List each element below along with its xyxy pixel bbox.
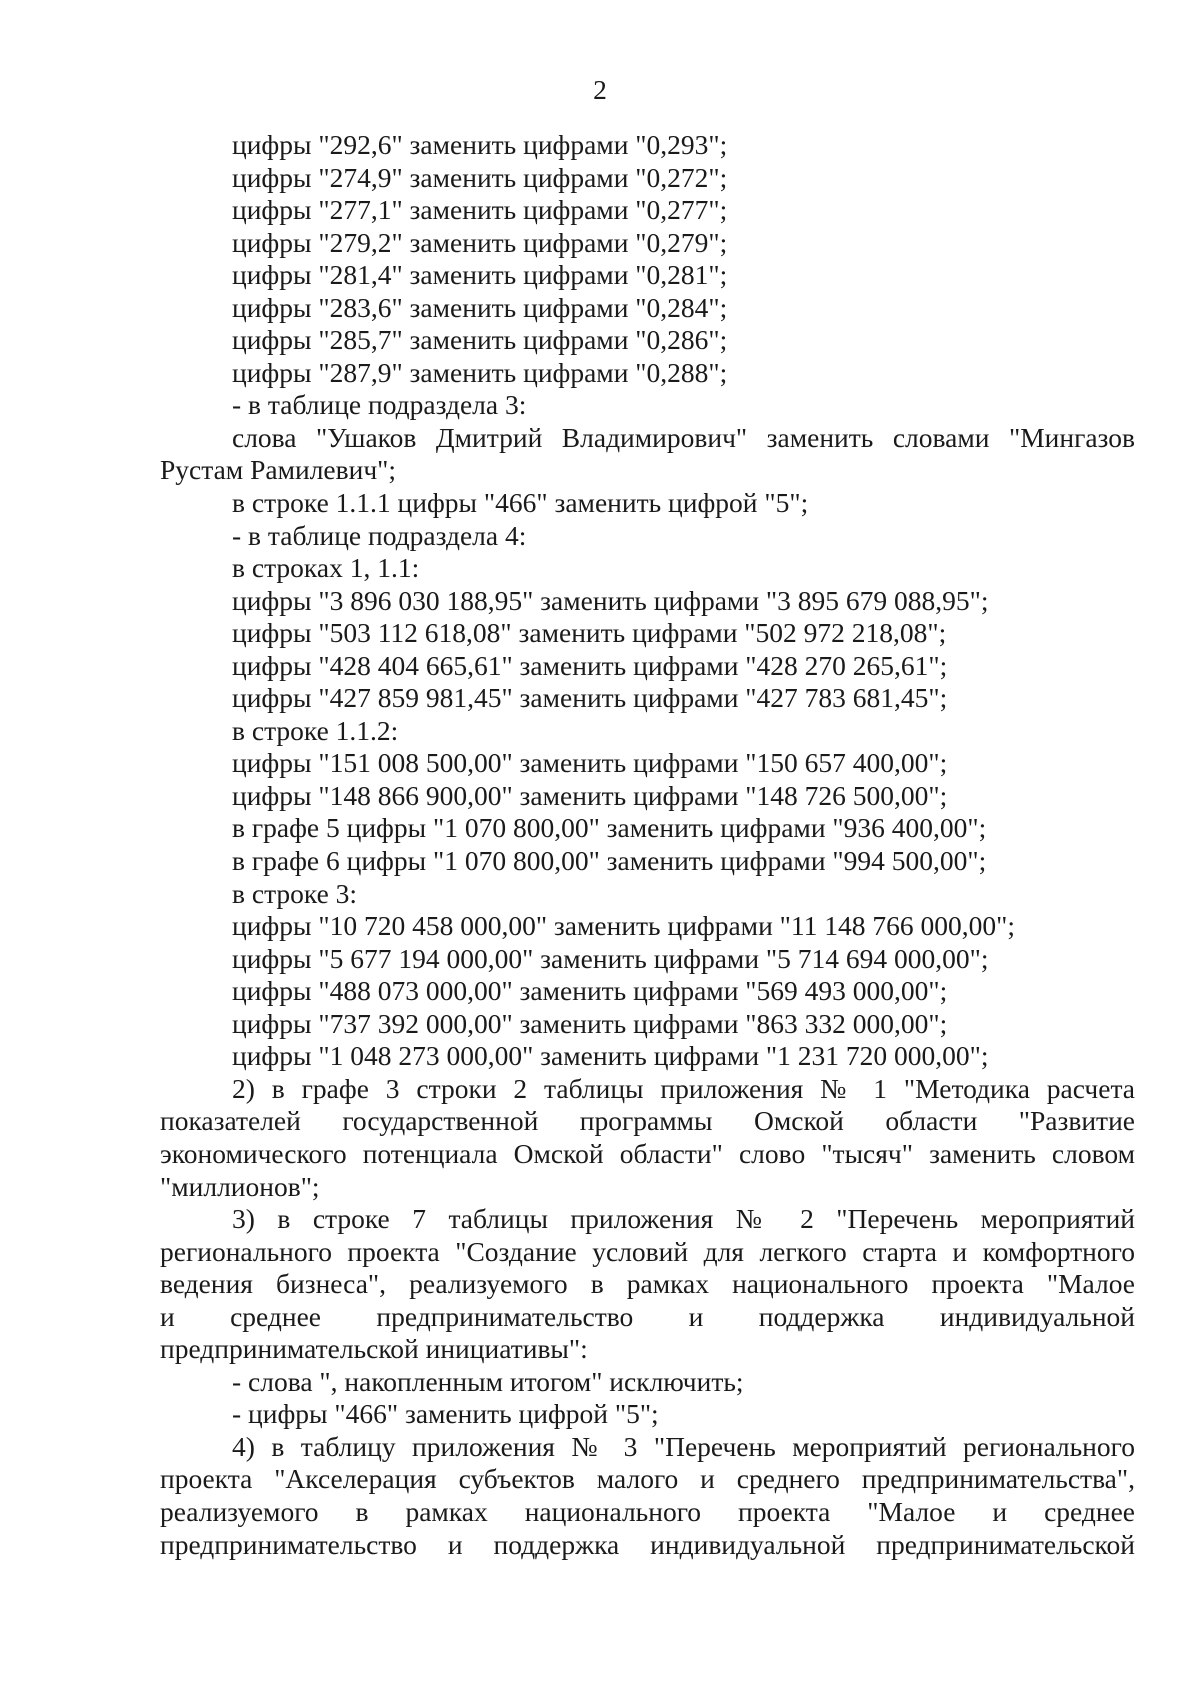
document-body (160, 129, 1135, 1561)
text-line: цифры "488 073 000,00" заменить цифрами "569 493 000,00"; (232, 975, 948, 1007)
text-line: 2) в графе 3 строки 2 таблицы приложения № 1 "Методика расчета (232, 1072, 1135, 1104)
text-line: показателей государственной программы Омской области "Развитие (160, 1105, 1135, 1137)
text-line: цифры "5 677 194 000,00" заменить цифрами "5 714 694 000,00"; (232, 942, 989, 974)
text-line: проекта "Акселерация субъектов малого и среднего предпринимательства", (160, 1463, 1135, 1495)
text-line: цифры "737 392 000,00" заменить цифрами "863 332 000,00"; (232, 1007, 948, 1039)
text-line: цифры "148 866 900,00" заменить цифрами "148 726 500,00"; (232, 779, 948, 811)
text-line: в графе 6 цифры "1 070 800,00" заменить цифрами "994 500,00"; (232, 845, 987, 877)
text-line: цифры "279,2" заменить цифрами "0,279"; (232, 226, 728, 258)
text-line: и среднее предпринимательство и поддержка индивидуальной (160, 1300, 1135, 1332)
text-line: цифры "1 048 273 000,00" заменить цифрами "1 231 720 000,00"; (232, 1040, 989, 1072)
text-line: цифры "151 008 500,00" заменить цифрами "150 657 400,00"; (232, 747, 948, 779)
text-line: - в таблице подраздела 3: (232, 389, 527, 421)
text-line: - слова ", накопленным итогом" исключить; (232, 1365, 744, 1397)
text-line: в строке 1.1.2: (232, 714, 399, 746)
text-line: в графе 5 цифры "1 070 800,00" заменить цифрами "936 400,00"; (232, 812, 987, 844)
text-line: цифры "287,9" заменить цифрами "0,288"; (232, 356, 728, 388)
text-line: предпринимательской инициативы": (160, 1333, 588, 1365)
text-line: Рустам Рамилевич"; (160, 454, 397, 486)
text-line: цифры "3 896 030 188,95" заменить цифрами "3 895 679 088,95"; (232, 584, 989, 616)
text-line: цифры "281,4" заменить цифрами "0,281"; (232, 259, 728, 291)
text-line: слова "Ушаков Дмитрий Владимирович" заменить словами "Мингазов (232, 421, 1135, 453)
text-line: 4) в таблицу приложения № 3 "Перечень мероприятий регионального (232, 1430, 1135, 1462)
text-line: в строке 3: (232, 877, 358, 909)
text-line: цифры "285,7" заменить цифрами "0,286"; (232, 324, 728, 356)
text-line: реализуемого в рамках национального проекта "Малое и среднее (160, 1495, 1135, 1527)
text-line: цифры "292,6" заменить цифрами "0,293"; (232, 129, 728, 160)
text-line: цифры "428 404 665,61" заменить цифрами "428 270 265,61"; (232, 649, 948, 681)
text-line: в строках 1, 1.1: (232, 552, 420, 584)
text-line: "миллионов"; (160, 1170, 320, 1202)
text-line: - цифры "466" заменить цифрой "5"; (232, 1398, 659, 1430)
text-line: ведения бизнеса", реализуемого в рамках национального проекта "Малое (160, 1268, 1135, 1300)
text-line: цифры "274,9" заменить цифрами "0,272"; (232, 161, 728, 193)
text-line: цифры "10 720 458 000,00" заменить цифрами "11 148 766 000,00"; (232, 910, 1015, 942)
text-line: предпринимательство и поддержка индивидуальной предпринимательской (160, 1528, 1135, 1560)
text-line: - в таблице подраздела 4: (232, 519, 527, 551)
text-line: цифры "283,6" заменить цифрами "0,284"; (232, 291, 728, 323)
text-line: цифры "503 112 618,08" заменить цифрами "502 972 218,08"; (232, 617, 947, 649)
text-line: регионального проекта "Создание условий для легкого старта и комфортного (160, 1235, 1135, 1267)
page-number: 2 (593, 74, 607, 105)
text-line: цифры "427 859 981,45" заменить цифрами "427 783 681,45"; (232, 682, 948, 714)
text-line: 3) в строке 7 таблицы приложения № 2 "Перечень мероприятий (232, 1203, 1135, 1235)
text-line: экономического потенциала Омской области" слово "тысяч" заменить словом (160, 1137, 1135, 1169)
text-line: цифры "277,1" заменить цифрами "0,277"; (232, 194, 728, 226)
text-line: в строке 1.1.1 цифры "466" заменить цифрой "5"; (232, 487, 809, 519)
